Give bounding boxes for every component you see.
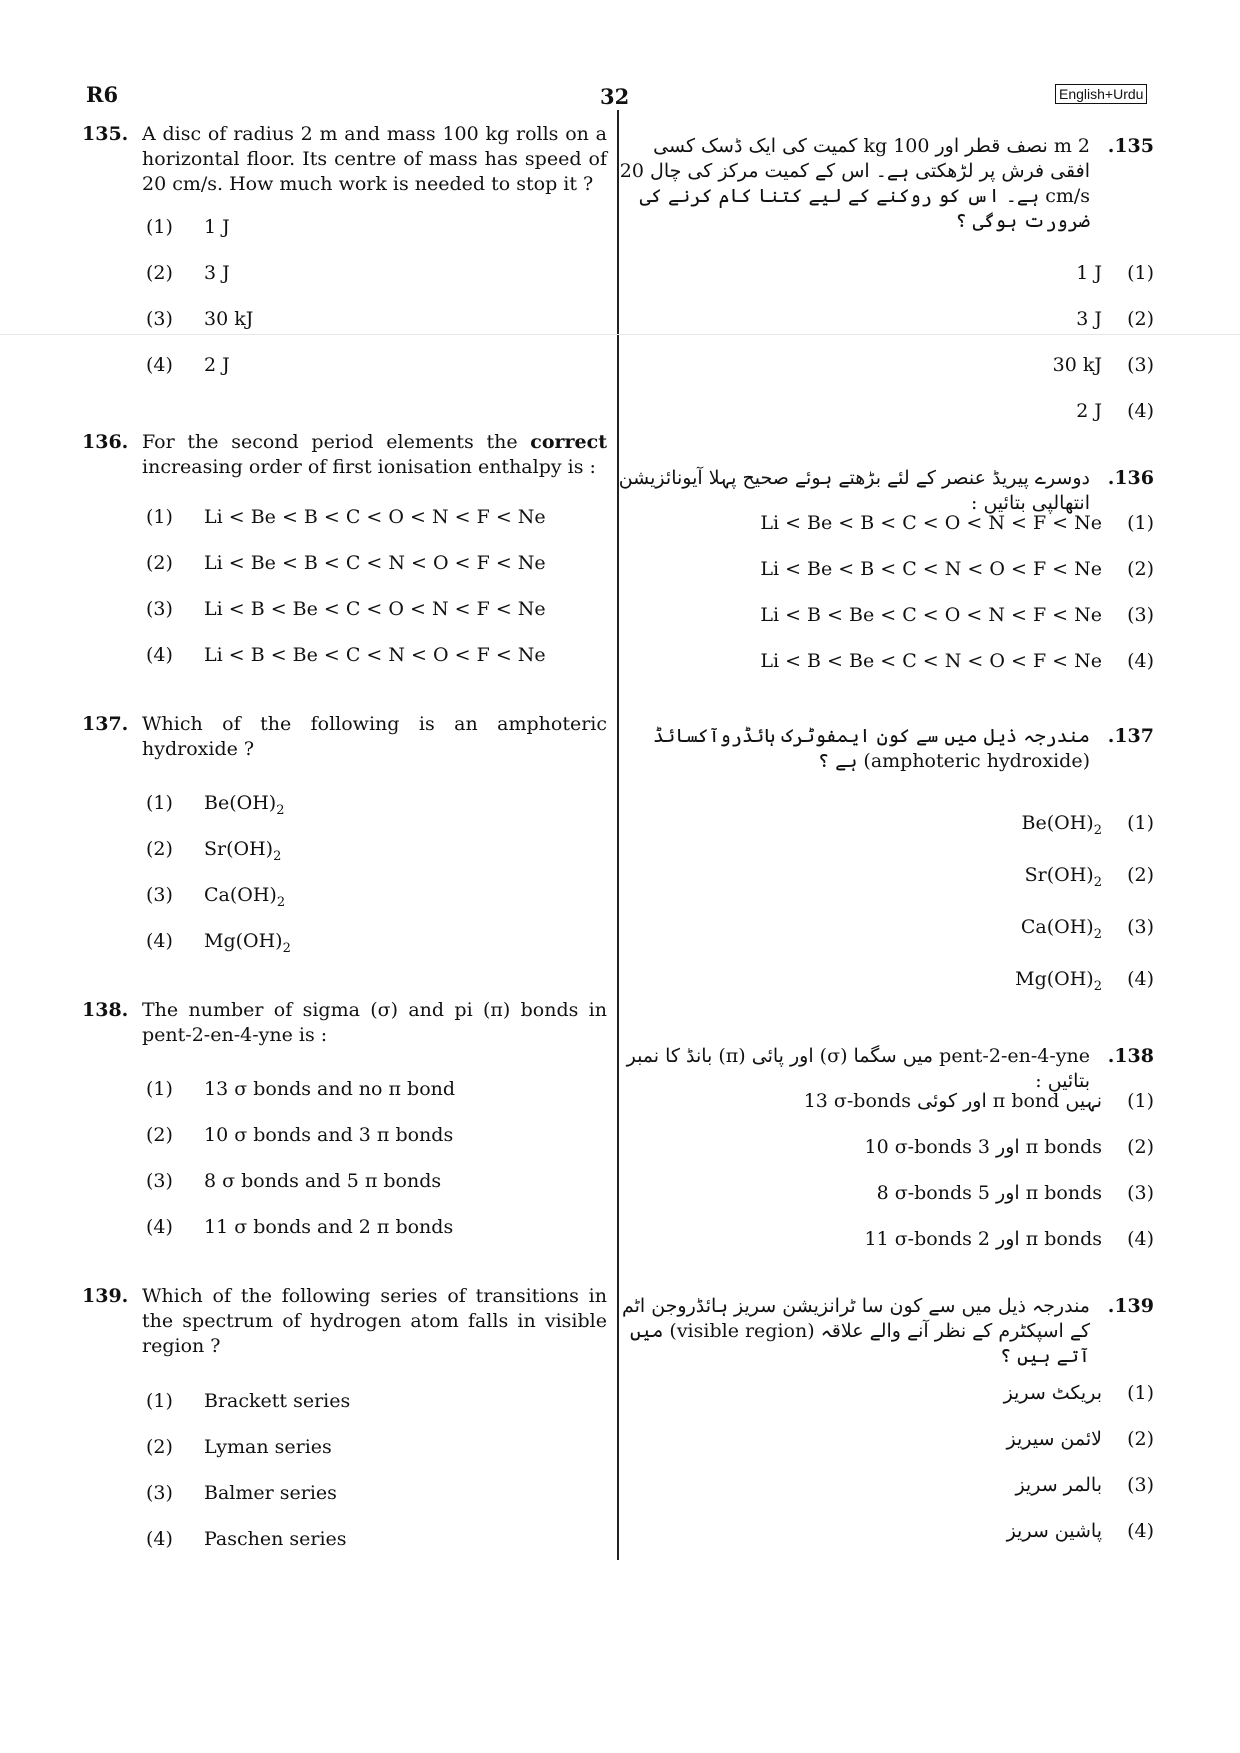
option-number: (1) <box>146 216 173 238</box>
option-text: Brackett series <box>204 1390 351 1412</box>
option-number: (4) <box>1127 968 1154 990</box>
question-number: .136 <box>1107 467 1154 489</box>
option-text: 11 σ bonds and 2 π bonds <box>204 1216 454 1238</box>
option-en[interactable] <box>146 552 546 574</box>
question-ur-2 <box>614 466 1154 516</box>
option-en[interactable] <box>146 1170 441 1192</box>
option-text: $Be(OH)_2$ <box>1021 812 1102 838</box>
option-ur[interactable] <box>865 1228 1155 1250</box>
question-en-4 <box>82 998 607 1048</box>
option-text: 8 σ bonds and 5 π bonds <box>204 1170 442 1192</box>
option-ur[interactable] <box>1007 1520 1154 1542</box>
option-text: $Mg(OH)_2$ <box>1015 968 1102 994</box>
option-en[interactable] <box>146 1078 455 1100</box>
option-text: بالمر سریز <box>1015 1474 1102 1496</box>
option-en[interactable] <box>146 216 230 238</box>
option-text: 10 σ-bonds اور 3 π bonds <box>864 1136 1102 1158</box>
option-number: (4) <box>1127 400 1154 422</box>
option-number: (3) <box>1127 1182 1154 1204</box>
scan-artifact-line <box>0 334 1240 335</box>
option-number: (3) <box>1127 1474 1154 1496</box>
option-number: (2) <box>146 552 173 574</box>
option-en[interactable] <box>146 506 546 528</box>
option-number: (2) <box>1127 864 1154 886</box>
option-text: 13 σ-bonds اور کوئی π bond نہیں <box>803 1090 1102 1112</box>
option-text: Li < Be < B < C < O < N < F < Ne <box>204 506 546 528</box>
option-text: 8 σ-bonds اور 5 π bonds <box>876 1182 1102 1204</box>
option-text: Lyman series <box>204 1436 332 1458</box>
option-text: $Ca(OH)_2$ <box>1020 916 1102 942</box>
question-text: For the second period elements the correct increasing order of first ionisation enthalpy is : <box>142 431 607 478</box>
option-text: 13 σ bonds and no π bond <box>204 1078 456 1100</box>
option-en[interactable] <box>146 792 284 818</box>
option-text: بریکٹ سریز <box>1003 1382 1102 1404</box>
option-number: (4) <box>146 354 173 376</box>
option-number: (3) <box>1127 354 1154 376</box>
option-en[interactable] <box>146 262 230 284</box>
option-text: Li < Be < B < C < N < O < F < Ne <box>204 552 546 574</box>
option-ur[interactable] <box>760 650 1154 672</box>
option-text: $Be(OH)_2$ <box>204 792 285 818</box>
question-text: Which of the following is an amphoteric hydroxide ? <box>142 713 607 760</box>
option-en[interactable] <box>146 1436 332 1458</box>
option-text: 10 σ bonds and 3 π bonds <box>204 1124 454 1146</box>
question-number: .138 <box>1107 1045 1154 1067</box>
option-ur[interactable] <box>1022 812 1154 838</box>
question-text: مندرجہ ذیل میں سے کون ایمفوٹرک ہائڈروآکسائڈ (amphoteric hydroxide) ہے ؟ <box>652 725 1090 772</box>
option-number: (1) <box>146 1390 173 1412</box>
question-ur-1 <box>614 134 1154 234</box>
question-ur-4 <box>614 1044 1154 1094</box>
option-text: 30 kJ <box>204 308 254 330</box>
question-en-1 <box>82 122 607 197</box>
question-ur-5 <box>614 1294 1154 1369</box>
option-ur[interactable] <box>1021 916 1154 942</box>
question-text: دوسرے پیریڈ عنصر کے لئے بڑھتے ہوئے صحیح پہلا آیونائزیشن انتھالپی بتائیں : <box>618 467 1090 514</box>
option-text: Li < B < Be < C < N < O < F < Ne <box>204 644 546 666</box>
option-text: $Mg(OH)_2$ <box>204 930 291 956</box>
option-en[interactable] <box>146 354 230 376</box>
option-number: (1) <box>1127 812 1154 834</box>
option-number: (4) <box>146 1216 173 1238</box>
option-number: (1) <box>1127 1382 1154 1404</box>
option-number: (4) <box>1127 650 1154 672</box>
option-text: 30 kJ <box>1052 354 1102 376</box>
option-ur[interactable] <box>1076 400 1154 422</box>
question-number: 139. <box>82 1285 129 1307</box>
option-text: پاشین سریز <box>1006 1520 1102 1542</box>
option-ur[interactable] <box>1076 262 1154 284</box>
option-text: 1 J <box>204 216 230 238</box>
question-number: .137 <box>1107 725 1154 747</box>
option-number: (3) <box>1127 604 1154 626</box>
option-ur[interactable] <box>1015 1474 1154 1496</box>
option-text: 3 J <box>204 262 230 284</box>
option-number: (1) <box>1127 1090 1154 1112</box>
option-text: $Sr(OH)_2$ <box>1024 864 1102 890</box>
option-number: (3) <box>146 598 173 620</box>
option-en[interactable] <box>146 1528 347 1550</box>
option-number: (3) <box>146 308 173 330</box>
option-text: Li < B < Be < C < O < N < F < Ne <box>204 598 546 620</box>
option-en[interactable] <box>146 838 281 864</box>
option-number: (1) <box>1127 262 1154 284</box>
option-ur[interactable] <box>760 512 1154 534</box>
option-ur[interactable] <box>760 604 1154 626</box>
option-text: 2 J <box>1076 400 1102 422</box>
option-number: (4) <box>146 644 173 666</box>
option-number: (2) <box>1127 1428 1154 1450</box>
question-en-5 <box>82 1284 607 1359</box>
option-text: 2 J <box>204 354 230 376</box>
option-number: (1) <box>1127 512 1154 534</box>
option-en[interactable] <box>146 308 253 330</box>
option-ur[interactable] <box>877 1182 1154 1204</box>
question-text: 2 m نصف قطر اور 100 kg کمیت کی ایک ڈسک کسی افقی فرش پر لڑھکتی ہے۔ اس کے کمیت مرکز کی چال 20 cm/s ہے۔ اس کو روکنے کے لیے کتنا کام کرنے کی ضرورت ہوگی ؟ <box>619 135 1090 232</box>
question-en-3 <box>82 712 607 762</box>
option-ur[interactable] <box>1004 1382 1154 1404</box>
option-number: (2) <box>146 1436 173 1458</box>
option-ur[interactable] <box>1025 864 1154 890</box>
question-text: A disc of radius 2 m and mass 100 kg rolls on a horizontal floor. Its centre of mass has speed of 20 cm/s. How much work is needed to stop it ? <box>142 123 607 195</box>
option-number: (1) <box>146 792 173 814</box>
question-text: Which of the following series of transitions in the spectrum of hydrogen atom falls in visible region ? <box>142 1285 607 1357</box>
option-text: $Sr(OH)_2$ <box>204 838 282 864</box>
option-text: Paschen series <box>204 1528 347 1550</box>
option-number: (2) <box>1127 1136 1154 1158</box>
option-number: (2) <box>146 262 173 284</box>
option-text: Li < B < Be < C < O < N < F < Ne <box>760 604 1102 626</box>
option-en[interactable] <box>146 1124 453 1146</box>
paper-code: R6 <box>86 82 119 107</box>
option-number: (4) <box>146 930 173 952</box>
question-text: The number of sigma (σ) and pi (π) bonds in pent-2-en-4-yne is : <box>142 999 607 1046</box>
option-en[interactable] <box>146 644 546 666</box>
option-number: (2) <box>1127 308 1154 330</box>
page-number: 32 <box>600 84 630 109</box>
language-tag: English+Urdu <box>1055 84 1147 104</box>
option-en[interactable] <box>146 1482 337 1504</box>
question-text: pent-2-en-4-yne میں سگما (σ) اور پائی (π) بانڈ کا نمبر بتائیں : <box>626 1045 1090 1092</box>
question-ur-3 <box>614 724 1154 774</box>
option-text: Li < Be < B < C < O < N < F < Ne <box>760 512 1102 534</box>
option-text: Li < Be < B < C < N < O < F < Ne <box>760 558 1102 580</box>
option-text: لائمن سیریز <box>1006 1428 1102 1450</box>
option-number: (4) <box>146 1528 173 1550</box>
option-number: (2) <box>1127 558 1154 580</box>
option-ur[interactable] <box>1076 308 1154 330</box>
question-number: .139 <box>1107 1295 1154 1317</box>
option-number: (4) <box>1127 1228 1154 1250</box>
option-text: 1 J <box>1076 262 1102 284</box>
option-number: (4) <box>1127 1520 1154 1542</box>
question-number: 135. <box>82 123 129 145</box>
option-ur[interactable] <box>1015 968 1154 994</box>
option-en[interactable] <box>146 598 546 620</box>
option-ur[interactable] <box>1006 1428 1154 1450</box>
option-number: (2) <box>146 1124 173 1146</box>
option-ur[interactable] <box>760 558 1154 580</box>
question-text: مندرجہ ذیل میں سے کون سا ٹرانزیشن سریز ہائڈروجن اٹم کے اسپکٹرم کے نظر آنے والے علاقہ (visible region) میں آتے ہیں ؟ <box>621 1295 1090 1367</box>
option-text: Balmer series <box>204 1482 337 1504</box>
option-text: $Ca(OH)_2$ <box>204 884 286 910</box>
option-en[interactable] <box>146 884 285 910</box>
option-number: (3) <box>146 1170 173 1192</box>
option-number: (3) <box>146 884 173 906</box>
option-number: (3) <box>1127 916 1154 938</box>
option-ur[interactable] <box>865 1136 1155 1158</box>
option-en[interactable] <box>146 930 291 956</box>
option-en[interactable] <box>146 1390 350 1412</box>
question-number: 136. <box>82 431 129 453</box>
option-number: (3) <box>146 1482 173 1504</box>
option-text: 3 J <box>1076 308 1102 330</box>
question-number: .135 <box>1107 135 1154 157</box>
question-number: 138. <box>82 999 129 1021</box>
option-number: (1) <box>146 506 173 528</box>
option-text: Li < B < Be < C < N < O < F < Ne <box>760 650 1102 672</box>
option-number: (2) <box>146 838 173 860</box>
option-text: 11 σ-bonds اور 2 π bonds <box>864 1228 1102 1250</box>
option-ur[interactable] <box>804 1090 1154 1112</box>
option-number: (1) <box>146 1078 173 1100</box>
question-number: 137. <box>82 713 129 735</box>
question-en-2 <box>82 430 607 480</box>
option-ur[interactable] <box>1053 354 1154 376</box>
option-en[interactable] <box>146 1216 453 1238</box>
